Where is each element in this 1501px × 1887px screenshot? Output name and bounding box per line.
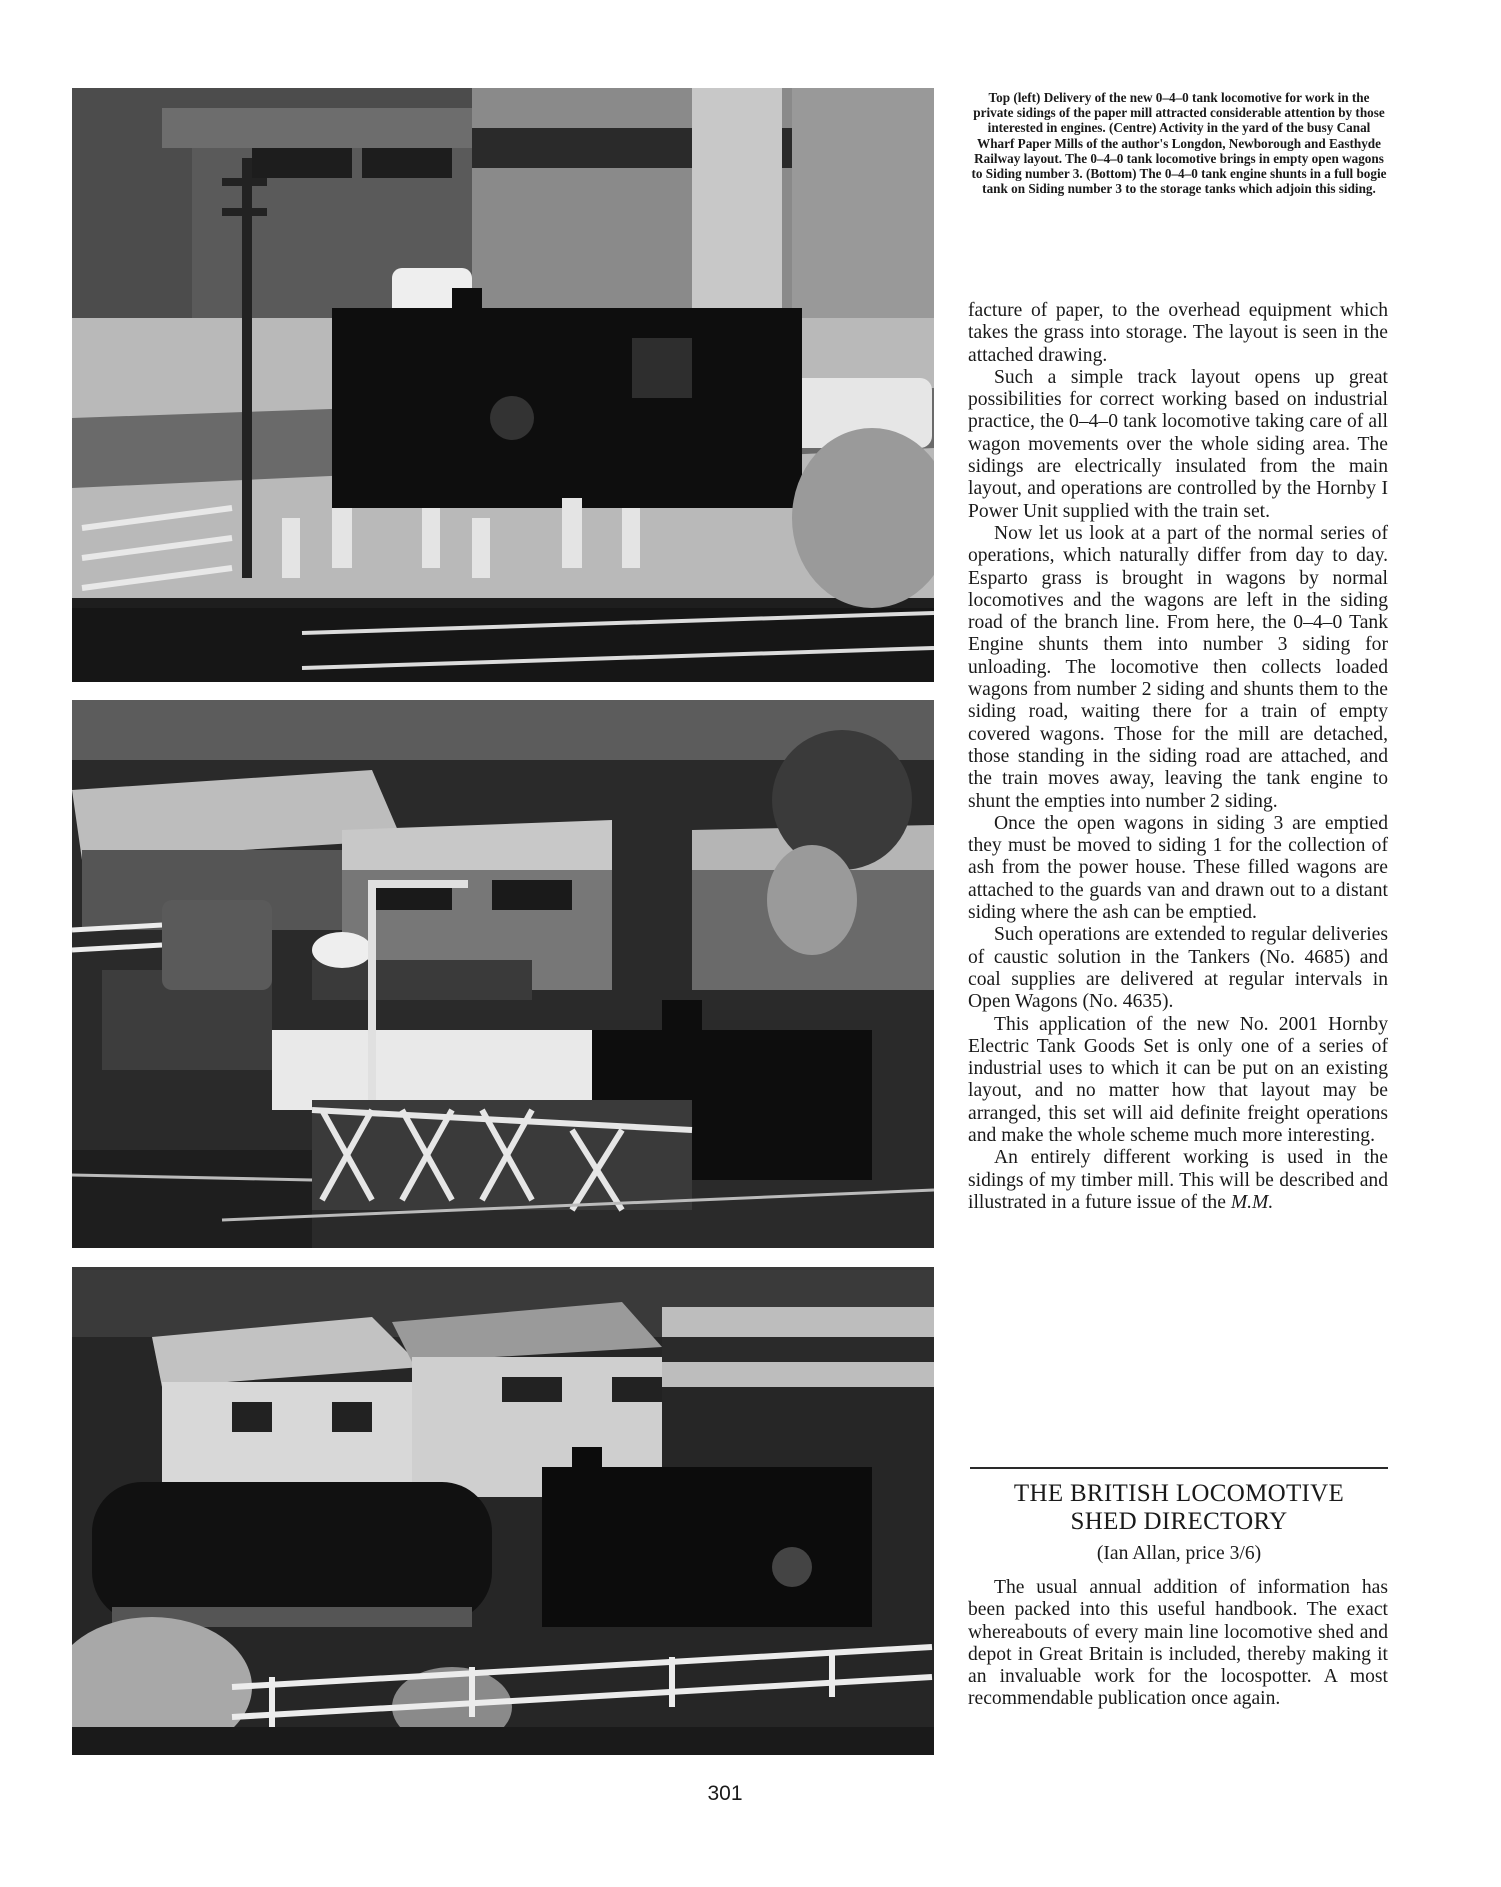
article-last-text: An entirely different working is used in the sidings of my timber mill. This will be described and illustrated in a future issue of the — [968, 1147, 1388, 1213]
review-paragraph: The usual annual addition of information has been packed into this useful handbook. The exact whereabouts of every main line locomotive shed and depot in Great Britain is included, thereby making it an invaluable work for the locospotter. A most recommendable publication once again. — [968, 1577, 1388, 1710]
photo-bottom — [72, 1267, 934, 1755]
magazine-abbrev: M.M. — [1230, 1191, 1274, 1213]
section-divider — [970, 1467, 1388, 1469]
review-heading — [970, 1480, 1388, 1536]
review-title-line2: SHED DIRECTORY — [1070, 1508, 1288, 1535]
page-number: 301 — [707, 1782, 743, 1805]
article-paragraph: This application of the new No. 2001 Hornby Electric Tank Goods Set is only one of a series of industrial uses to which it can be put on an existing layout, and no matter how that layout may be arranged, this set will aid definite freight operations and make the whole scheme much more interesting. — [968, 1013, 1388, 1146]
article-paragraph: Such operations are extended to regular deliveries of caustic solution in the Tankers (No. 4685) and coal supplies are delivered at regular intervals in Open Wagons (No. 4635). — [968, 924, 1388, 1013]
photo-top — [72, 88, 934, 682]
review-publisher: (Ian Allan, price 3/6) — [1096, 1543, 1262, 1564]
article-paragraph: Now let us look at a part of the normal series of operations, which naturally differ from day to day. Esparto grass is brought in wagons by normal locomotives and the wagons are left in the siding road of the branch line. From here, the 0–4–0 Tank Engine shunts them into number 3 siding for unloading. The locomotive then collects loaded wagons from number 2 siding and shunts them to the siding road, waiting there for a train of empty covered wagons. Those for the mill are detached, those standing in the siding road are attached, and the train moves away, leaving the tank engine to shunt the empties into number 2 siding. — [968, 522, 1388, 812]
article-paragraph-last — [968, 1147, 1388, 1214]
article-body — [968, 300, 1388, 1214]
review-title-line1: THE BRITISH LOCOMOTIVE — [1013, 1480, 1345, 1507]
review-body — [968, 1577, 1388, 1711]
article-paragraph: facture of paper, to the overhead equipment which takes the grass into storage. The layout is seen in the attached drawing. — [968, 300, 1388, 366]
photo-middle — [72, 700, 934, 1248]
article-paragraph: Such a simple track layout opens up great possibilities for correct working based on industrial practice, the 0–4–0 tank locomotive taking care of all wagon movements over the whole siding area. The sidings are electrically insulated from the main layout, and operations are controlled by the Hornby I Power Unit supplied with the train set. — [968, 366, 1388, 522]
photo-caption: Top (left) Delivery of the new 0–4–0 tank locomotive for work in the private sidings of the paper mill attracted considerable attention by those interested in engines. (Centre) Activity in the yard of the busy Canal Wharf Paper Mills of the author's Longdon, Newborough and Easthyde Railway layout. The 0–4–0 tank locomotive brings in empty open wagons to Siding number 3. (Bottom) The 0–4–0 tank engine shunts in a full bogie tank on Siding number 3 to the storage tanks which adjoin this siding. — [971, 90, 1387, 197]
article-paragraph: Once the open wagons in siding 3 are emptied they must be moved to siding 1 for the collection of ash from the power house. These filled wagons are attached to the guards van and drawn out to a distant siding where the ash can be emptied. — [968, 812, 1388, 924]
